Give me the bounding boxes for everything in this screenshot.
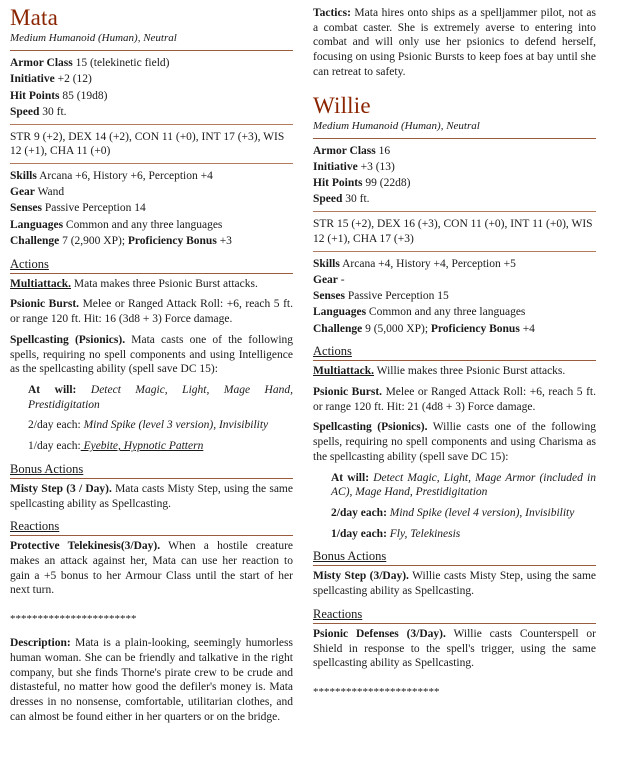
spell-list: Mind Spike (level 4 version), Invisibility: [386, 506, 575, 519]
trait-value: Wand: [37, 186, 65, 199]
spell-frequency: At will:: [28, 383, 77, 396]
spell-list: Detect Magic, Light, Mage Hand, Prestidigitation: [28, 383, 293, 411]
defense-label: Initiative: [313, 161, 358, 174]
willie-subtitle: Medium Humanoid (Human), Neutral: [313, 119, 480, 132]
action-name: Multiattack.: [10, 277, 72, 290]
divider-rule: [313, 138, 596, 139]
action-text: Willie casts one of the following spells, requiring no spell components and using Charisma as the spellcasting ability (spell save DC 15):: [313, 421, 596, 463]
trait-line: [313, 305, 596, 320]
trait-value-2: +4: [519, 322, 535, 335]
trait-label: Challenge: [10, 234, 60, 247]
trait-line: [10, 218, 293, 233]
defense-value: 30 ft.: [345, 193, 370, 206]
defense-line: [313, 176, 596, 191]
action-entry: [313, 364, 596, 379]
tactics-label: Tactics:: [313, 7, 351, 19]
defense-line: [10, 56, 293, 71]
defense-value: 16: [378, 144, 391, 157]
section-actions: Actions: [313, 343, 596, 361]
action-entry: [10, 333, 293, 377]
description-label: Description:: [10, 637, 71, 650]
spell-frequency: 2/day each:: [331, 506, 387, 519]
defense-label: Hit Points: [10, 89, 60, 102]
divider-rule: [10, 50, 293, 51]
trait-value: Passive Perception 14: [44, 202, 146, 215]
section-bonus-actions: Bonus Actions: [313, 548, 596, 566]
action-text: Melee or Ranged Attack Roll: +6, reach 5 ft. or range 120 ft. Hit: 21 (4d8 + 3) Force damage.: [313, 385, 596, 413]
defense-value: 15 (telekinetic field): [75, 57, 170, 70]
trait-value: Arcana +4, History +4, Perception +5: [342, 257, 516, 270]
spell-frequency: 1/day each:: [331, 527, 387, 540]
tactics-text: Mata hires onto ships as a spelljammer pilot, not as a combat caster. She is extremely averse to entering into combat and will only use her psionics to defend herself, focusing on using Psionic Bursts to keep foes at bay until she can retreat to safety.: [313, 7, 596, 78]
spell-frequency: 1/day each:: [28, 440, 81, 453]
trait-label: Skills: [313, 257, 340, 270]
trait-label: Challenge: [313, 322, 363, 335]
spell-list: Detect Magic, Light, Mage Armor (included in AC), Mage Hand, Prestidigitation: [331, 471, 596, 499]
trait-label-2: Proficiency Bonus: [127, 234, 217, 247]
section-actions: Actions: [10, 256, 293, 274]
spell-frequency: At will:: [331, 471, 370, 484]
trait-line: [313, 322, 596, 337]
trait-value-2: +3: [216, 234, 232, 247]
bonus-action-name: Misty Step (3/Day).: [313, 570, 409, 583]
trait-line: [10, 185, 293, 200]
defense-label: Speed: [10, 105, 40, 118]
trait-value: -: [340, 273, 345, 286]
defense-label: Speed: [313, 193, 343, 206]
spell-frequency: 2/day each:: [28, 419, 81, 432]
spell-list: Mind Spike (level 3 version), Invisibility: [80, 419, 269, 432]
right-column: [313, 6, 596, 779]
reaction-name: Protective Telekinesis(3/Day).: [10, 540, 161, 553]
divider-rule: [10, 163, 293, 164]
defense-value: 85 (19d8): [62, 89, 108, 102]
bonus-action-text: Willie casts Misty Step, using the same spellcasting ability as Spellcasting.: [313, 570, 596, 598]
section-bonus-actions: Bonus Actions: [10, 461, 293, 479]
defense-line: [10, 72, 293, 87]
trait-value: 9 (5,000 XP);: [365, 322, 431, 335]
section-reactions: Reactions: [313, 606, 596, 624]
bonus-action-name: Misty Step (3 / Day).: [10, 482, 112, 495]
defense-line: [10, 89, 293, 104]
mata-traits: [10, 169, 293, 249]
trait-line: [10, 234, 293, 249]
action-text: Melee or Ranged Attack Roll: +6, reach 5 ft. or range 120 ft. Hit: 16 (3d8 + 3) Force damage.: [10, 298, 293, 326]
reaction-name: Psionic Defenses (3/Day).: [313, 627, 446, 640]
section-reactions: Reactions: [10, 518, 293, 536]
action-entry: [10, 277, 293, 292]
spell-line: [331, 506, 596, 521]
trait-value: 7 (2,900 XP);: [62, 234, 128, 247]
action-text: Mata casts one of the following spells, requiring no spell components and using Intelligence as the spellcasting ability (spell save DC 15):: [10, 333, 294, 376]
action-name: Spellcasting (Psionics).: [313, 421, 428, 434]
spell-list: Fly, Telekinesis: [386, 527, 461, 540]
action-name: Psionic Burst.: [313, 385, 383, 398]
defense-line: [313, 144, 596, 159]
willie-traits: [313, 257, 596, 337]
trait-line: [313, 273, 596, 288]
action-name: Multiattack.: [313, 365, 375, 378]
action-name: Spellcasting (Psionics).: [10, 333, 126, 346]
trait-label: Senses: [10, 202, 42, 215]
trait-value: Common and any three languages: [368, 306, 526, 319]
section-divider-asterisks: ***********************: [10, 613, 137, 626]
mata-subtitle: Medium Humanoid (Human), Neutral: [10, 32, 177, 45]
reaction-entry: [10, 539, 293, 598]
spell-line: [331, 527, 596, 542]
reaction-text: Willie casts Counterspell or Shield in response to the spell's trigger, using the same spellcasting ability as Spellcasting.: [313, 627, 596, 670]
defense-label: Hit Points: [313, 177, 363, 190]
spell-line: [28, 383, 293, 412]
trait-line: [313, 289, 596, 304]
page-title-mata: Mata: [10, 5, 59, 30]
trait-value: Passive Perception 15: [347, 290, 449, 303]
defense-value: +3 (13): [360, 161, 395, 174]
description-text: Mata is a plain-looking, seemingly humorless human woman. She can be friendly and talkative in the right company, but she finds Thorne's pirate crew to be crude and distasteful, no matter how good the defiler's money is. Mata dresses in no nonsense, comfortable, utilitarian clothes, and can almost be found either in her quarters or on the bridge.: [10, 637, 293, 723]
divider-rule: [313, 251, 596, 252]
willie-defenses: [313, 144, 596, 207]
spell-line: [28, 439, 293, 454]
action-text: Willie makes three Psionic Burst attacks.: [374, 365, 566, 378]
reaction-text: When a hostile creature makes an attack against her, Mata can use her reaction to gain a +5 bonus to her Armour Class until the start of her next turn.: [10, 540, 294, 597]
defense-value: 99 (22d8): [365, 177, 411, 190]
left-column: [10, 6, 293, 779]
action-entry: [10, 297, 293, 326]
action-entry: [313, 385, 596, 414]
mata-ability-scores: STR 9 (+2), DEX 14 (+2), CON 11 (+0), INT 17 (+3), WIS 12 (+1), CHA 11 (+0): [10, 130, 285, 158]
defense-line: [10, 105, 293, 120]
mata-defenses: [10, 56, 293, 119]
spell-list: Eyebite, Hypnotic Pattern: [80, 440, 204, 453]
reaction-entry: [313, 627, 596, 671]
spell-line: [331, 471, 596, 500]
trait-label: Languages: [313, 306, 367, 319]
divider-rule: [313, 211, 596, 212]
trait-line: [10, 169, 293, 184]
trait-label: Languages: [10, 218, 64, 231]
trait-label-2: Proficiency Bonus: [430, 322, 520, 335]
action-entry: [313, 420, 596, 464]
bonus-action-text: Mata casts Misty Step, using the same spellcasting ability as Spellcasting.: [10, 482, 293, 510]
defense-label: Armor Class: [313, 144, 376, 157]
trait-value: Arcana +6, History +6, Perception +4: [39, 170, 213, 183]
willie-ability-scores: STR 15 (+2), DEX 16 (+3), CON 11 (+0), INT 11 (+0), WIS 12 (+1), CHA 17 (+3): [313, 218, 593, 245]
trait-label: Skills: [10, 170, 37, 183]
defense-label: Armor Class: [10, 57, 73, 70]
mata-tactics: [313, 6, 596, 80]
defense-label: Initiative: [10, 73, 55, 86]
trait-label: Gear: [313, 273, 338, 286]
defense-value: +2 (12): [57, 73, 92, 86]
defense-line: [313, 160, 596, 175]
divider-rule: [10, 124, 293, 125]
defense-value: 30 ft.: [42, 105, 67, 118]
action-name: Psionic Burst.: [10, 298, 80, 311]
action-text: Mata makes three Psionic Burst attacks.: [71, 277, 258, 290]
mata-description: [10, 636, 293, 724]
page-title-willie: Willie: [313, 92, 371, 118]
defense-line: [313, 192, 596, 207]
trait-line: [10, 201, 293, 216]
section-divider-asterisks: ***********************: [313, 686, 440, 698]
trait-label: Gear: [10, 186, 35, 199]
trait-value: Common and any three languages: [65, 218, 223, 231]
trait-label: Senses: [313, 290, 345, 303]
trait-line: [313, 257, 596, 272]
spell-line: [28, 418, 293, 433]
bonus-action-entry: [10, 482, 293, 511]
bonus-action-entry: [313, 569, 596, 598]
